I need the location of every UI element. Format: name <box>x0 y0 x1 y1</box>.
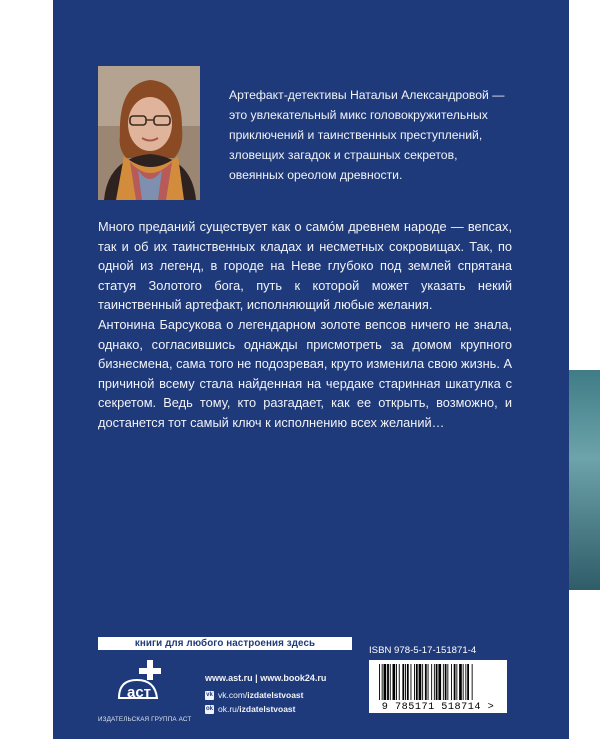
barcode-bar <box>459 664 462 700</box>
barcode-bar <box>467 664 469 700</box>
vk-icon: vk <box>206 691 213 698</box>
barcode-bar <box>438 664 441 700</box>
barcode-bar <box>379 664 380 700</box>
barcode-bar <box>436 664 438 700</box>
barcode-bar <box>447 664 448 700</box>
barcode-bar <box>472 664 473 700</box>
tagline-banner: книги для любого настроения здесь <box>98 637 352 650</box>
barcode-bar <box>431 664 432 700</box>
barcode-bar <box>414 664 415 700</box>
social-handle: izdatelstvoast <box>247 690 304 700</box>
barcode-bar <box>382 664 383 700</box>
publisher-websites[interactable]: www.ast.ru | www.book24.ru <box>205 673 327 683</box>
book-annotation: Много преданий существует как о само́м древнем народе — вепсах, так и об их таинственных кладах и несметных сокровищах. Так, по одной из легенд, в городе на Неве глубоко под землей спрятана статуя Золотого бога, путь к которой может указать некий таинственный артефакт, исполняющий любые желания. Антонина Барсукова о легендарном золоте вепсов ничего не знала, однако, согласившись однажды присмотреть за домом крупного бизнесмена, сама того не подозревая, круто изменила свою жизнь. А причиной всему стала найденная на чердаке старинная шкатулка с секретом. Ведь тому, кто разгадает, как ее открыть, возможно, и достанется тот самый ключ к исполнению всех желаний… <box>98 219 512 430</box>
isbn-number: ISBN 978-5-17-151871-4 <box>369 645 477 656</box>
ast-logo-text: аст <box>126 684 152 701</box>
barcode-bar <box>407 664 409 700</box>
barcode-bar <box>387 664 389 700</box>
spine-art-strip <box>569 370 600 590</box>
publisher-caption: ИЗДАТЕЛЬСКАЯ ГРУППА АСТ <box>98 716 192 723</box>
barcode-bar <box>411 664 412 700</box>
social-link-ok[interactable] <box>205 704 295 714</box>
barcode-bar <box>443 664 444 700</box>
barcode-bar <box>445 664 447 700</box>
barcode <box>369 660 507 713</box>
barcode-bar <box>465 664 466 700</box>
ok-icon: ok <box>205 705 213 712</box>
ast-logo <box>117 658 165 706</box>
social-prefix: ok.ru/ <box>218 704 240 714</box>
barcode-bar <box>454 664 456 700</box>
barcode-bar <box>451 664 452 700</box>
author-photo <box>98 66 200 200</box>
barcode-bar <box>425 664 427 700</box>
social-handle: izdatelstvoast <box>239 704 296 714</box>
barcode-bar <box>422 664 423 700</box>
barcode-bar <box>390 664 391 700</box>
social-link-vk[interactable] <box>205 690 304 700</box>
author-description: Артефакт-детективы Натальи Александровой — это увлекательный микс головокружительных приключений и таинственных преступлений, зловещих загадок и страшных секретов, овеянных ореолом древности. <box>229 88 505 182</box>
barcode-bar <box>393 664 396 700</box>
barcode-bar <box>416 664 418 700</box>
barcode-bar <box>428 664 429 700</box>
barcode-bar <box>396 664 397 700</box>
barcode-bar <box>463 664 464 700</box>
barcode-bar <box>402 664 404 700</box>
barcode-bar <box>405 664 406 700</box>
barcode-digits: 9 785171 518714 > <box>381 702 495 713</box>
barcode-bar <box>399 664 400 700</box>
social-prefix: vk.com/ <box>218 690 248 700</box>
barcode-bar <box>456 664 457 700</box>
barcode-bar <box>419 664 422 700</box>
barcode-bar <box>384 664 387 700</box>
barcode-bar <box>434 664 435 700</box>
